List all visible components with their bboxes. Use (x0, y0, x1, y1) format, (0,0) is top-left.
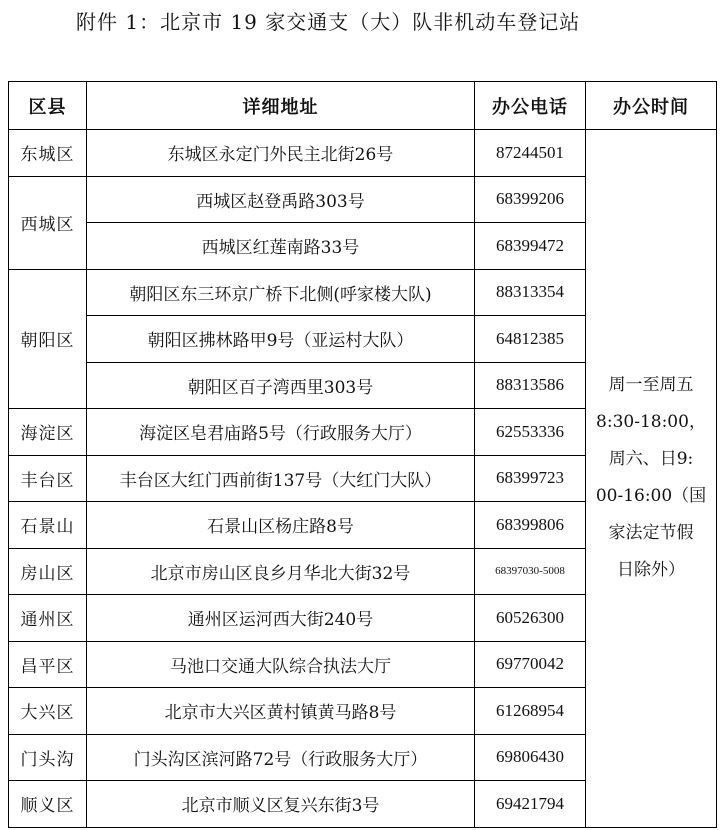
district-cell: 西城区 (9, 176, 87, 269)
header-address: 详细地址 (87, 82, 475, 130)
address-cell: 朝阳区百子湾西里303号 (87, 362, 475, 409)
district-cell: 石景山 (9, 502, 87, 549)
phone-cell: 68399206 (475, 176, 586, 223)
address-cell: 西城区赵登禹路303号 (87, 176, 475, 223)
phone-cell: 68399806 (475, 502, 586, 549)
address-cell: 北京市房山区良乡月华北大街32号 (87, 548, 475, 595)
district-cell: 房山区 (9, 548, 87, 595)
phone-cell: 88313354 (475, 269, 586, 316)
address-cell: 门头沟区滨河路72号（行政服务大厅） (87, 734, 475, 781)
header-hours: 办公时间 (586, 82, 717, 130)
district-cell: 大兴区 (9, 688, 87, 735)
phone-cell: 60526300 (475, 595, 586, 642)
phone-cell: 68399472 (475, 223, 586, 270)
address-cell: 朝阳区东三环京广桥下北侧(呼家楼大队) (87, 269, 475, 316)
district-cell: 东城区 (9, 130, 87, 177)
phone-cell: 69770042 (475, 641, 586, 688)
district-cell: 海淀区 (9, 409, 87, 456)
document-title: 附件 1：北京市 19 家交通支（大）队非机动车登记站 (76, 10, 581, 34)
district-cell: 门头沟 (9, 734, 87, 781)
header-district: 区县 (9, 82, 87, 130)
phone-cell: 69806430 (475, 734, 586, 781)
address-cell: 北京市顺义区复兴东街3号 (87, 781, 475, 828)
phone-cell: 62553336 (475, 409, 586, 456)
address-cell: 马池口交通大队综合执法大厅 (87, 641, 475, 688)
phone-cell: 87244501 (475, 130, 586, 177)
address-cell: 石景山区杨庄路8号 (87, 502, 475, 549)
address-cell: 西城区红莲南路33号 (87, 223, 475, 270)
address-cell: 海淀区皂君庙路5号（行政服务大厅） (87, 409, 475, 456)
district-cell: 朝阳区 (9, 269, 87, 409)
hours-line: 周一至周五 (608, 375, 694, 396)
hours-line: 8:30-18:00， (596, 412, 706, 433)
district-cell: 丰台区 (9, 455, 87, 502)
phone-cell: 61268954 (475, 688, 586, 735)
registration-stations-table (8, 81, 717, 828)
address-cell: 通州区运河西大街240号 (87, 595, 475, 642)
address-cell: 北京市大兴区黄村镇黄马路8号 (87, 688, 475, 735)
hours-line: 00-16:00（国 (595, 486, 707, 507)
address-cell: 丰台区大红门西前街137号（大红门大队） (87, 455, 475, 502)
phone-cell: 68399723 (475, 455, 586, 502)
address-cell: 东城区永定门外民主北街26号 (87, 130, 475, 177)
hours-line: 家法定节假 (608, 523, 694, 544)
header-phone: 办公电话 (475, 82, 586, 130)
office-hours-cell (586, 130, 717, 828)
hours-line: 日除外） (617, 560, 685, 581)
phone-cell: 69421794 (475, 781, 586, 828)
district-cell: 通州区 (9, 595, 87, 642)
phone-cell: 68397030-5008 (475, 548, 586, 595)
hours-line: 周六、日9: (608, 449, 694, 470)
district-cell: 顺义区 (9, 781, 87, 828)
address-cell: 朝阳区拂林路甲9号（亚运村大队） (87, 316, 475, 363)
phone-cell: 64812385 (475, 316, 586, 363)
district-cell: 昌平区 (9, 641, 87, 688)
phone-cell: 88313586 (475, 362, 586, 409)
table-header-row (9, 82, 717, 130)
table-row (9, 130, 717, 177)
